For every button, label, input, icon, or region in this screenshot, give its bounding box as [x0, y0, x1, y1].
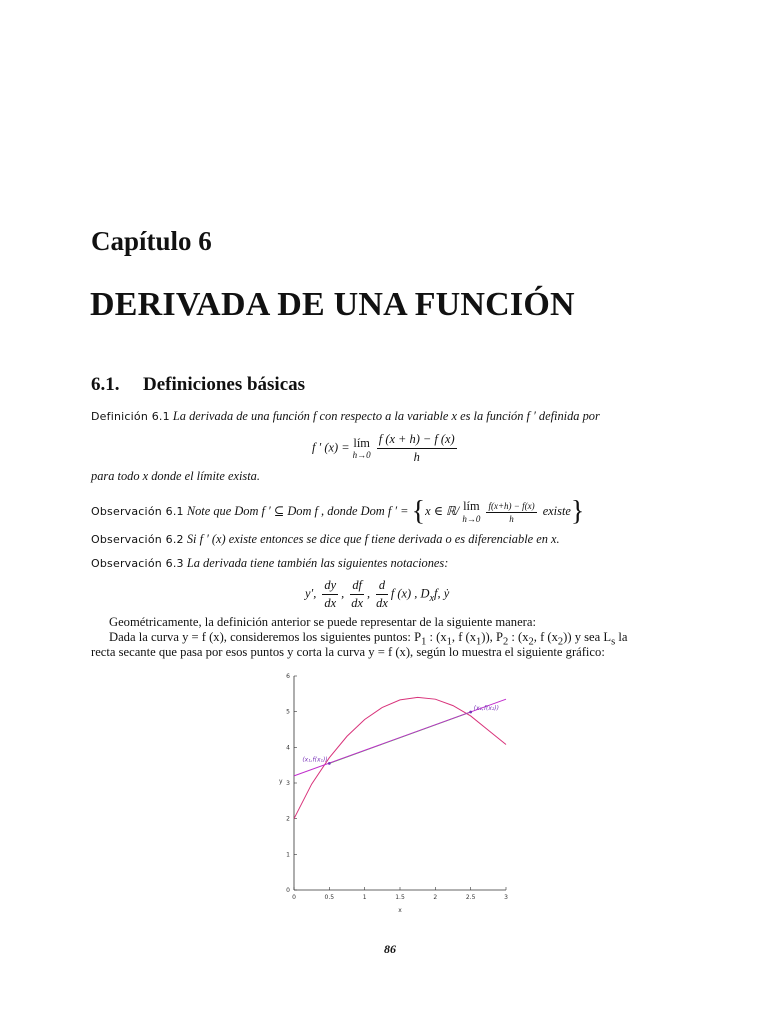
left-brace-symbol: { [411, 496, 426, 527]
observation-6-1 [91, 496, 584, 528]
limit-operator: lím h→0 [352, 435, 371, 461]
definition-text: La derivada de una función f con respecto a la variable x es la función f ′ definida por [172, 409, 600, 423]
annotation-point-2 [469, 711, 472, 714]
observation-6-1-text: Note que Dom f ′ ⊆ Dom f , donde Dom f ′ = [186, 503, 409, 518]
set-start: x ∈ ℝ/ [425, 503, 460, 518]
small-quotient: $\frac{f(x+h) - f(x)}{h}$ [488, 500, 535, 524]
chapter-label: Capítulo 6 [91, 226, 212, 256]
y-axis-label: y [279, 778, 283, 785]
x-tick-label: 1 [362, 894, 367, 901]
notations-formula: y′, $\frac{dy}{dx}$ , $\frac{df}{dx}$ , $\frac{d}{dx}$ f (x) , $D_xf$, ẏ [305, 578, 450, 610]
annotation-point-1 [328, 762, 331, 765]
derivative-formula [312, 432, 460, 465]
formula-lhs: f ′ (x) = [312, 440, 350, 455]
paragraph-1: Geométricamente, la definición anterior se puede representar de la siguiente manera: [109, 615, 536, 629]
x-axis-label: x [398, 907, 402, 914]
observation-6-3 [91, 556, 448, 571]
y-tick-label: 0 [286, 887, 290, 894]
observation-6-1-label: Observación 6.1 [91, 504, 184, 518]
section-heading [91, 374, 305, 396]
y-tick-label: 2 [286, 815, 290, 823]
y-tick-label: 5 [286, 708, 290, 716]
dy-dx: $\frac{dy}{dx}$ [324, 578, 337, 610]
y-tick-label: 3 [286, 780, 290, 787]
definition-6-1 [91, 409, 600, 424]
x-tick-label: 1.5 [395, 894, 405, 901]
section-number: 6.1. [91, 374, 120, 395]
observation-6-3-text: La derivada tiene también las siguientes notaciones: [186, 556, 449, 570]
d-dx: $\frac{d}{dx}$ [376, 578, 388, 610]
page-number: 86 [384, 942, 396, 956]
paragraph-2: Dada la curva y = f (x), consideremos los siguientes puntos: $P_1$ : ($x_1$, f $(x_1)$), $P_2$ : ($x_2$, f $(x_2)$) y sea $L_s$ la [109, 630, 628, 648]
limit-operator-small: lím h→0 [462, 499, 481, 524]
section-title: Definiciones básicas [143, 374, 306, 395]
x-tick-label: 3 [504, 894, 508, 901]
observation-6-2-text: Si f ′ (x) existe entonces se dice que f tiene derivada o es diferenciable en x. [186, 532, 560, 546]
y-tick-label: 6 [286, 673, 290, 680]
df-dx: $\frac{df}{dx}$ [351, 578, 363, 610]
paragraph-3: recta secante que pasa por esos puntos y corta la curva y = f (x), según lo muestra el siguiente gráfico: [91, 645, 605, 659]
annotation-label-1: (x₁,f(x₁)) [302, 756, 328, 764]
observation-6-2 [91, 532, 560, 547]
y-tick-label: 1 [286, 851, 290, 859]
difference-quotient: $\frac{f (x + h) - f (x)}{h}$ [378, 432, 455, 464]
x-tick-label: 2.5 [465, 894, 476, 901]
right-brace-symbol: } [570, 496, 585, 527]
y-tick-label: 4 [286, 744, 290, 752]
x-tick-label: 0 [292, 894, 296, 901]
definition-label: Definición 6.1 [91, 410, 170, 423]
observation-6-3-label: Observación 6.3 [91, 557, 184, 570]
secant-line-figure [276, 668, 516, 916]
observation-6-2-label: Observación 6.2 [91, 533, 184, 546]
definition-after-text: para todo x donde el límite exista. [91, 469, 260, 483]
x-tick-label: 2 [433, 894, 438, 901]
secant-chart [276, 668, 516, 916]
set-end: existe [542, 503, 571, 518]
chapter-title: DERIVADA DE UNA FUNCIÓN [90, 286, 575, 323]
x-tick-label: 0.5 [324, 894, 335, 901]
annotation-label-2: (x₂,f(x₂)) [473, 705, 499, 713]
